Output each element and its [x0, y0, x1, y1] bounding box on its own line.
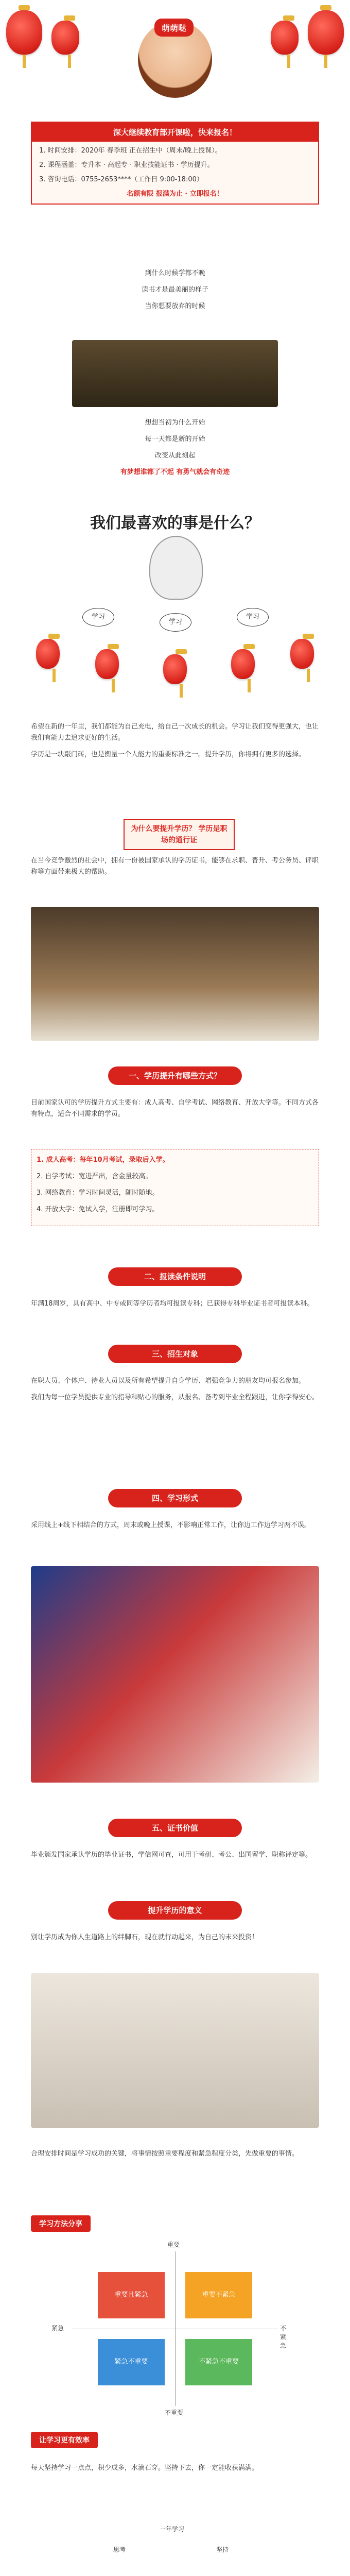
section-text [31, 855, 319, 883]
lantern-icon [290, 639, 314, 669]
priority-quadrant [51, 2241, 287, 2416]
lantern-icon [231, 649, 255, 679]
list-item: 4. 开放大学：免试入学，注册即可学习。 [37, 1206, 159, 1213]
notice-title: 深大继续教育部开课啦，快来报名！ [32, 123, 318, 142]
section-pill: 三、招生对象 [108, 1345, 242, 1363]
paragraph: 目前国家认可的学历提升方式主要有：成人高考、自学考试、网络教育、开放大学等。不同方式各有特点，适合不同需求的学员。 [31, 1099, 319, 1118]
paragraph: 别让学历成为你人生道路上的绊脚石，现在就行动起来，为自己的未来投资！ [31, 1934, 259, 1941]
lantern-icon [36, 639, 60, 669]
section-text [31, 1932, 319, 1948]
quadrant-cell: 不紧急不重要 [185, 2339, 252, 2385]
sun-label: 坚持 [216, 2546, 229, 2553]
paragraph: 在当今竞争激烈的社会中，拥有一份被国家承认的学历证书，能够在求职、晋升、考公务员、评职称等方面带来极大的帮助。 [31, 857, 319, 876]
list-item: 3. 网络教育：学习时间灵活，随时随地。 [37, 1189, 159, 1197]
speech-bubble: 学习 [237, 608, 269, 626]
section-text [31, 1376, 319, 1409]
question-heading: 我们最喜欢的事是什么？ [90, 514, 260, 532]
sun-diagram [98, 2524, 252, 2576]
book-photo [31, 907, 319, 1041]
lantern-icon [6, 10, 42, 55]
laptop-photo [31, 1973, 319, 2128]
quote-line: 每一天都是新的开始 [145, 435, 205, 443]
quote-line: 读书才是最美丽的样子 [141, 286, 208, 294]
section-pill: 二、报读条件说明 [108, 1267, 242, 1286]
speech-bubble: 学习 [82, 608, 114, 626]
paragraph: 年满18周岁，具有高中、中专或同等学历者均可报读专科；已获得专科毕业证书者可报读本科。 [31, 1300, 314, 1308]
quadrant-cell: 重要且紧急 [98, 2272, 165, 2318]
top-banner [0, 0, 350, 198]
lantern-icon [95, 649, 119, 679]
notice-line: 3. 咨询电话：0755-2653****（工作日 9:00-18:00） [39, 176, 203, 183]
paragraph: 在职人员、个体户、待业人员以及所有希望提升自身学历、增强竞争力的朋友均可报名参加。 [31, 1377, 306, 1385]
quote-line: 到什么时候学都不晚 [145, 269, 205, 277]
notice-line: 2. 课程涵盖：专升本 · 高起专 · 职业技能证书 · 学历提升。 [39, 161, 214, 169]
quote-line: 当你想要放弃的时候 [145, 302, 205, 310]
paragraph: 每天坚持学习一点点，积少成多，水滴石穿。坚持下去，你一定能收获满满。 [31, 2464, 259, 2472]
axis-label: 重要 [167, 2241, 180, 2248]
section-pill: 四、学习形式 [108, 1489, 242, 1507]
axis-label: 不紧急 [280, 2325, 287, 2349]
axis-label: 紧急 [51, 2325, 64, 2332]
intro-quotes [31, 268, 319, 317]
list-item: 2. 自学考试：宽进严出，含金量较高。 [37, 1173, 152, 1180]
section-pill: 五、证书价值 [108, 1819, 242, 1837]
sun-label: 一年学习 [160, 2526, 185, 2533]
notice-box [31, 122, 319, 205]
section-text [31, 2148, 319, 2165]
intro-quotes-2 [31, 417, 319, 483]
paragraph: 合理安排时间是学习成功的关键，将事情按照重要程度和紧急程度分类，先做重要的事情。 [31, 2150, 299, 2158]
axis-label: 不重要 [165, 2409, 184, 2416]
section-text [31, 1298, 319, 1315]
section-text [31, 1520, 319, 1536]
notice-line: 1. 时间安排：2020年 春季班 正在招生中（周末/晚上授课）。 [39, 147, 222, 155]
section-text [31, 1850, 319, 1866]
section-pill: 一、学历提升有哪些方式？ [108, 1066, 242, 1085]
paragraph: 我们为每一位学员提供专业的指导和贴心的服务，从报名、备考到毕业全程跟进，让你学得安心。 [31, 1394, 319, 1401]
method-list [31, 1149, 319, 1226]
notice-highlight: 名额有限 报满为止 · 立即报名！ [127, 190, 223, 198]
hamster-illustration [149, 536, 203, 600]
sun-label: 思考 [113, 2546, 126, 2553]
paragraph: 学历是一块敲门砖，也是衡量一个人能力的重要标准之一。提升学历，你将拥有更多的选择。 [31, 751, 306, 758]
minions-image [72, 340, 278, 407]
section-tag: 让学习更有效率 [31, 2432, 98, 2448]
lantern-icon [271, 21, 299, 55]
quadrant-cell: 重要不紧急 [185, 2272, 252, 2318]
section-pill: 提升学历的意义 [108, 1901, 242, 1920]
lantern-icon [163, 654, 187, 684]
quote-line: 改变从此刻起 [154, 452, 195, 460]
paragraph: 希望在新的一年里，我们都能为自己充电，给自己一次成长的机会。学习让我们变得更强大，也让我们有能力去追求更好的生活。 [31, 723, 319, 742]
speech-bubble: 学习 [160, 613, 191, 632]
paragraph: 毕业颁发国家承认学历的毕业证书，学信网可查，可用于考研、考公、出国留学、职称评定等。 [31, 1851, 312, 1859]
section-text [31, 1097, 319, 1125]
side-quote: 有梦想谁都了不起 有勇气就会有奇迹 [120, 468, 230, 476]
list-item: 1. 成人高考：每年10月考试，录取后入学。 [37, 1156, 169, 1164]
section-text [31, 721, 319, 766]
lantern-icon [308, 10, 344, 55]
section-tag: 学习方法分享 [31, 2215, 91, 2232]
section-text [31, 2463, 319, 2479]
students-photo [31, 1566, 319, 1783]
highlight-box: 为什么要提升学历？ 学历是职场的通行证 [124, 819, 235, 850]
title-badge: 萌萌哒 [154, 19, 194, 37]
quadrant-cell: 紧急不重要 [98, 2339, 165, 2385]
lantern-icon [51, 21, 79, 55]
quote-line: 想想当初为什么开始 [145, 419, 205, 427]
paragraph: 采用线上+线下相结合的方式，周末或晚上授课，不影响正常工作，让你边工作边学习两不误。 [31, 1521, 311, 1529]
